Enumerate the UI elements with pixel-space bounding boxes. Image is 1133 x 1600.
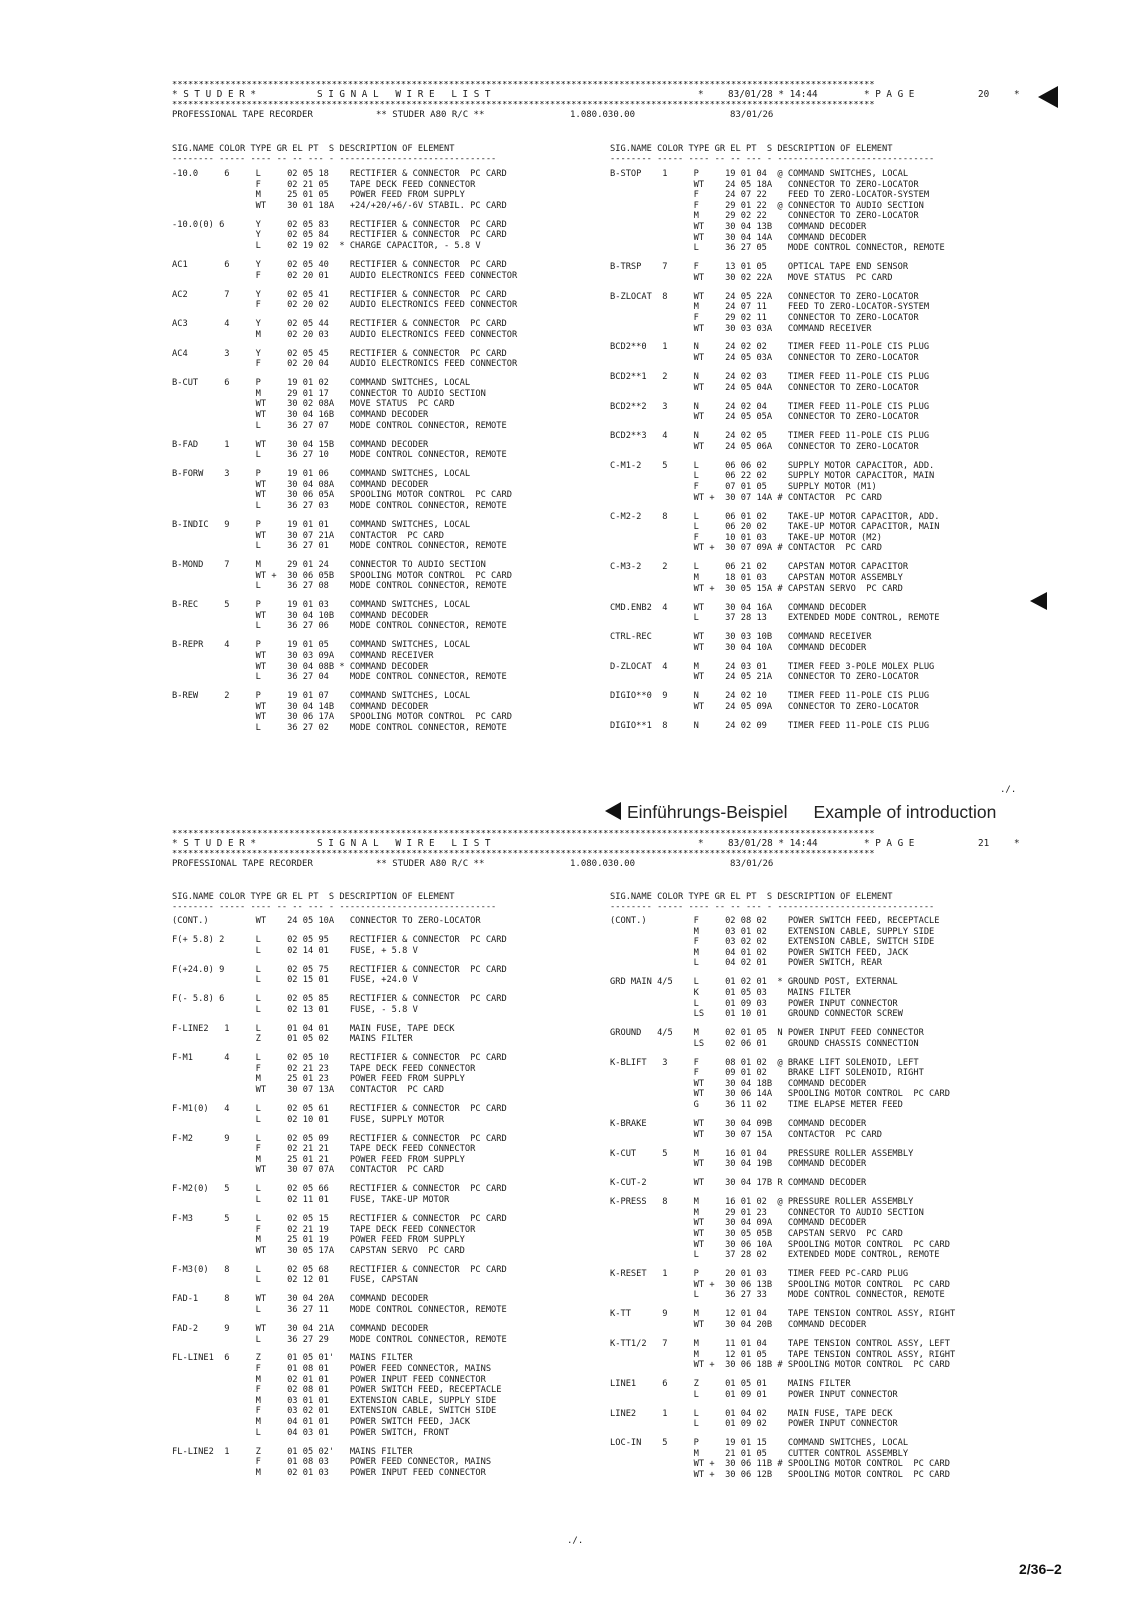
wire-row: F-M3(0) 8 L 02 05 68 RECTIFIER & CONNECTOR PC CARD	[172, 1264, 507, 1275]
wire-row: G 36 11 02 TIME ELAPSE METER FEED	[610, 1100, 903, 1111]
wire-row: M 04 01 02 POWER SWITCH FEED, JACK	[610, 947, 909, 958]
wire-row: AC1 6 Y 02 05 40 RECTIFIER & CONNECTOR PC CARD	[172, 259, 507, 270]
wire-row: BCD2**0 1 N 24 02 02 TIMER FEED 11-POLE CIS PLUG	[610, 342, 930, 353]
wire-list-right-column	[610, 169, 945, 731]
row-gap	[610, 712, 945, 720]
continued-marker: ./.	[1000, 785, 1017, 795]
wire-row: WT + 30 06 05B SPOOLING MOTOR CONTROL PC CARD	[172, 570, 512, 581]
caption-english: Example of introduction	[813, 802, 997, 822]
row-gap	[610, 653, 945, 661]
wire-row: WT + 30 06 18B # SPOOLING MOTOR CONTROL PC CARD	[610, 1360, 950, 1371]
wire-row: F(+24.0) 9 L 02 05 75 RECTIFIER & CONNECTOR PC CARD	[172, 964, 507, 975]
wire-row: L 36 27 03 MODE CONTROL CONNECTOR, REMOTE	[172, 500, 507, 511]
wire-row: WT 30 03 03A COMMAND RECEIVER	[610, 323, 872, 334]
row-gap	[610, 1430, 955, 1438]
wire-row: M 12 01 05 TAPE TENSION CONTROL ASSY, RIGHT	[610, 1349, 956, 1360]
wire-row: WT 30 02 08A MOVE STATUS PC CARD	[172, 399, 455, 410]
wire-row: L 36 27 07 MODE CONTROL CONNECTOR, REMOTE	[172, 420, 507, 431]
wire-row: M 29 01 17 CONNECTOR TO AUDIO SECTION	[172, 388, 486, 399]
wire-row: B-REW 2 P 19 01 07 COMMAND SWITCHES, LOCAL	[172, 691, 471, 702]
wire-row: K-TT 9 M 12 01 04 TAPE TENSION CONTROL ASSY, RIGHT	[610, 1309, 956, 1320]
row-gap	[610, 283, 945, 291]
row-gap	[172, 986, 507, 994]
wire-row: L 36 27 06 MODE CONTROL CONNECTOR, REMOTE	[172, 621, 507, 632]
wire-row: D-ZLOCAT 4 M 24 03 01 TIMER FEED 3-POLE MOLEX PLUG	[610, 661, 935, 672]
wire-row: F-LINE2 1 L 01 04 01 MAIN FUSE, TAPE DECK	[172, 1023, 455, 1034]
wire-row: L 36 27 29 MODE CONTROL CONNECTOR, REMOTE	[172, 1334, 507, 1345]
wire-row: LOC-IN 5 P 19 01 15 COMMAND SWITCHES, LOCAL	[610, 1438, 909, 1449]
wire-row: F 02 21 23 TAPE DECK FEED CONNECTOR	[172, 1063, 476, 1074]
wire-row: L 04 03 01 POWER SWITCH, FRONT	[172, 1427, 450, 1438]
banner-end-star: *	[1014, 838, 1020, 849]
column-header: SIG.NAME COLOR TYPE GR EL PT S DESCRIPTION OF ELEMENT	[172, 144, 455, 154]
sheet-page-20	[172, 81, 1052, 795]
wire-row: L 02 12 01 FUSE, CAPSTAN	[172, 1275, 418, 1286]
column-header-right	[610, 144, 934, 163]
row-gap	[610, 1371, 955, 1379]
star-border: ************************************************************************************************************************************	[172, 81, 875, 89]
sheet-page-21	[172, 830, 1052, 1546]
wire-row: BCD2**3 4 N 24 02 05 TIMER FEED 11-POLE CIS PLUG	[610, 431, 930, 442]
wire-row: M 03 01 01 EXTENSION CABLE, SUPPLY SIDE	[172, 1395, 497, 1406]
wire-row: LS 02 06 01 GROUND CHASSIS CONNECTION	[610, 1038, 919, 1049]
wire-row: F 01 08 03 POWER FEED CONNECTOR, MAINS	[172, 1457, 492, 1468]
wire-row: WT 24 05 21A CONNECTOR TO ZERO-LOCATOR	[610, 672, 919, 683]
banner-star: *	[698, 89, 704, 100]
wire-row: F-M2(0) 5 L 02 05 66 RECTIFIER & CONNECTOR PC CARD	[172, 1184, 507, 1195]
wire-row: F 09 01 02 BRAKE LIFT SOLENOID, RIGHT	[610, 1068, 924, 1079]
row-gap	[610, 423, 945, 431]
wire-row: L 36 27 04 MODE CONTROL CONNECTOR, REMOTE	[172, 672, 507, 683]
wire-row: B-FORW 3 P 19 01 06 COMMAND SWITCHES, LOCAL	[172, 469, 471, 480]
row-gap	[172, 927, 507, 935]
banner-end-star: *	[1014, 89, 1020, 100]
row-gap	[610, 254, 945, 262]
wire-row: AC2 7 Y 02 05 41 RECTIFIER & CONNECTOR PC CARD	[172, 289, 507, 300]
row-gap	[172, 683, 517, 691]
column-rule: -------- ----- ---- -- -- --- - ------------------------------	[172, 901, 497, 912]
wire-row: M 02 01 01 POWER INPUT FEED CONNECTOR	[172, 1374, 486, 1385]
wire-row: F 03 02 02 EXTENSION CABLE, SWITCH SIDE	[610, 937, 935, 948]
column-header: SIG.NAME COLOR TYPE GR EL PT S DESCRIPTION OF ELEMENT	[172, 892, 455, 902]
wire-row: FL-LINE2 1 Z 01 05 02' MAINS FILTER	[172, 1446, 413, 1457]
wire-list-right-column	[610, 916, 955, 1481]
wire-row: F 02 21 21 TAPE DECK FEED CONNECTOR	[172, 1144, 476, 1155]
column-header: SIG.NAME COLOR TYPE GR EL PT S DESCRIPTION OF ELEMENT	[610, 892, 893, 902]
wire-row: WT 24 05 05A CONNECTOR TO ZERO-LOCATOR	[610, 412, 919, 423]
banner-star: *	[698, 838, 704, 849]
row-gap	[172, 1045, 507, 1053]
wire-row: WT 24 05 09A CONNECTOR TO ZERO-LOCATOR	[610, 701, 919, 712]
wire-row: WT 30 04 08A COMMAND DECODER	[172, 479, 429, 490]
row-gap	[172, 281, 517, 289]
wire-row: L 37 28 13 EXTENDED MODE CONTROL, REMOTE	[610, 613, 940, 624]
pointer-arrow-icon	[1030, 592, 1047, 610]
wire-row: M 02 20 03 AUDIO ELECTRONICS FEED CONNECTOR	[172, 329, 518, 340]
star-border: ************************************************************************************************************************************	[172, 101, 875, 109]
row-gap	[610, 1400, 955, 1408]
star-border: ************************************************************************************************************************************	[172, 850, 875, 858]
row-gap	[610, 969, 955, 977]
wire-row: B-CUT 6 P 19 01 02 COMMAND SWITCHES, LOCAL	[172, 378, 471, 389]
wire-row: F 07 01 05 SUPPLY MOTOR (M1)	[610, 481, 877, 492]
row-gap	[172, 1125, 507, 1133]
row-gap	[610, 1111, 955, 1119]
row-gap	[610, 1020, 955, 1028]
wire-row: WT 30 04 18B COMMAND DECODER	[610, 1078, 867, 1089]
wire-row: -10.0(0) 6 Y 02 05 83 RECTIFIER & CONNECTOR PC CARD	[172, 219, 507, 230]
column-rule: -------- ----- ---- -- -- --- - ------------------------------	[610, 901, 935, 912]
subtitle-doc-number: 1.080.030.00	[570, 110, 636, 120]
wire-row: WT 30 07 07A CONTACTOR PC CARD	[172, 1165, 444, 1176]
wire-row: L 37 28 02 EXTENDED MODE CONTROL, REMOTE	[610, 1250, 940, 1261]
wire-row: WT 24 05 04A CONNECTOR TO ZERO-LOCATOR	[610, 382, 919, 393]
row-gap	[610, 452, 945, 460]
wire-row: WT 30 07 13A CONTACTOR PC CARD	[172, 1085, 444, 1096]
wire-row: WT + 30 06 11B # SPOOLING MOTOR CONTROL PC CARD	[610, 1459, 950, 1470]
column-rule: -------- ----- ---- -- -- --- - ------------------------------	[172, 153, 497, 164]
row-gap	[610, 1261, 955, 1269]
row-gap	[172, 552, 517, 560]
row-gap	[610, 364, 945, 372]
sheet-banner	[172, 89, 1052, 101]
wire-row: M 29 02 22 CONNECTOR TO ZERO-LOCATOR	[610, 211, 919, 222]
wire-row: WT 30 04 20B COMMAND DECODER	[610, 1319, 867, 1330]
wire-row: (CONT.) F 02 08 02 POWER SWITCH FEED, RECEPTACLE	[610, 916, 940, 926]
star-border: ************************************************************************************************************************************	[172, 830, 875, 838]
pointer-arrow-icon	[1038, 86, 1058, 108]
row-gap	[610, 1331, 955, 1339]
wire-row: B-ZLOCAT 8 WT 24 05 22A CONNECTOR TO ZERO-LOCATOR	[610, 291, 919, 302]
wire-row: BCD2**1 2 N 24 02 03 TIMER FEED 11-POLE CIS PLUG	[610, 372, 930, 383]
wire-row: F-M1(0) 4 L 02 05 61 RECTIFIER & CONNECTOR PC CARD	[172, 1104, 507, 1115]
column-header-left	[172, 144, 496, 163]
introduction-caption	[605, 802, 996, 823]
wire-row: F(- 5.8) 6 L 02 05 85 RECTIFIER & CONNECTOR PC CARD	[172, 994, 507, 1005]
wire-row: F 02 20 01 AUDIO ELECTRONICS FEED CONNECTOR	[172, 270, 518, 281]
row-gap	[172, 461, 517, 469]
wire-row: WT 30 04 09A COMMAND DECODER	[610, 1218, 867, 1229]
wire-row: B-FAD 1 WT 30 04 15B COMMAND DECODER	[172, 439, 429, 450]
row-gap	[172, 431, 517, 439]
wire-row: WT 30 04 13B COMMAND DECODER	[610, 221, 867, 232]
row-gap	[172, 1015, 507, 1023]
subtitle-model: ** STUDER A80 R/C **	[376, 859, 485, 869]
wire-row: C-M2-2 8 L 06 01 02 TAKE-UP MOTOR CAPACITOR, ADD.	[610, 511, 940, 522]
row-gap	[610, 1170, 955, 1178]
row-gap	[610, 554, 945, 562]
row-gap	[172, 211, 517, 219]
wire-row: WT 30 02 22A MOVE STATUS PC CARD	[610, 272, 893, 283]
wire-row: DIGIO**0 9 N 24 02 10 TIMER FEED 11-POLE CIS PLUG	[610, 691, 930, 702]
wire-row: LS 01 10 01 GROUND CONNECTOR SCREW	[610, 1009, 903, 1020]
wire-row: L 06 22 02 SUPPLY MOTOR CAPACITOR, MAIN	[610, 471, 935, 482]
wire-row: B-INDIC 9 P 19 01 01 COMMAND SWITCHES, LOCAL	[172, 519, 471, 530]
row-gap	[172, 1286, 507, 1294]
wire-row: BCD2**2 3 N 24 02 04 TIMER FEED 11-POLE CIS PLUG	[610, 401, 930, 412]
wire-row: M 25 01 23 POWER FEED FROM SUPPLY	[172, 1074, 465, 1085]
wire-row: F-M1 4 L 02 05 10 RECTIFIER & CONNECTOR PC CARD	[172, 1053, 507, 1064]
wire-row: WT + 30 07 14A # CONTACTOR PC CARD	[610, 492, 882, 503]
sheet-subtitle	[172, 858, 1052, 871]
wire-row: F 02 20 02 AUDIO ELECTRONICS FEED CONNECTOR	[172, 300, 518, 311]
banner-datetime: 83/01/28 * 14:44	[728, 838, 818, 849]
row-gap	[172, 956, 507, 964]
wire-row: K-CUT 5 M 16 01 04 PRESSURE ROLLER ASSEMBLY	[610, 1148, 914, 1159]
wire-row: WT + 30 07 09A # CONTACTOR PC CARD	[610, 543, 882, 554]
wire-row: WT 30 05 05B CAPSTAN SERVO PC CARD	[610, 1228, 903, 1239]
banner-page-number: 21	[978, 838, 990, 849]
wire-row: L 36 27 10 MODE CONTROL CONNECTOR, REMOTE	[172, 450, 507, 461]
wire-row: WT 24 05 06A CONNECTOR TO ZERO-LOCATOR	[610, 441, 919, 452]
wire-row: B-REPR 4 P 19 01 05 COMMAND SWITCHES, LOCAL	[172, 640, 471, 651]
wire-row: M 21 01 05 CUTTER CONTROL ASSEMBLY	[610, 1448, 909, 1459]
wire-row: F-M2 9 L 02 05 09 RECTIFIER & CONNECTOR PC CARD	[172, 1133, 507, 1144]
wire-row: L 36 27 01 MODE CONTROL CONNECTOR, REMOTE	[172, 541, 507, 552]
row-gap	[610, 1189, 955, 1197]
wire-row: F 02 20 04 AUDIO ELECTRONICS FEED CONNECTOR	[172, 359, 518, 370]
wire-row: GROUND 4/5 M 02 01 05 N POWER INPUT FEED CONNECTOR	[610, 1028, 924, 1039]
wire-row: GRD MAIN 4/5 L 01 02 01 * GROUND POST, EXTERNAL	[610, 977, 898, 988]
row-gap	[610, 334, 945, 342]
row-gap	[172, 1176, 507, 1184]
wire-row: B-MOND 7 M 29 01 24 CONNECTOR TO AUDIO SECTION	[172, 560, 486, 571]
wire-row: AC4 3 Y 02 05 45 RECTIFIER & CONNECTOR PC CARD	[172, 348, 507, 359]
wire-row: K-PRESS 8 M 16 01 02 @ PRESSURE ROLLER ASSEMBLY	[610, 1197, 914, 1208]
wire-row: F 01 08 01 POWER FEED CONNECTOR, MAINS	[172, 1364, 492, 1375]
column-rule: -------- ----- ---- -- -- --- - ------------------------------	[610, 153, 935, 164]
wire-row: FAD-1 8 WT 30 04 20A COMMAND DECODER	[172, 1294, 429, 1305]
wire-row: WT 30 07 21A CONTACTOR PC CARD	[172, 530, 444, 541]
wire-row: WT 30 03 09A COMMAND RECEIVER	[172, 651, 434, 662]
banner-page-label: * P A G E	[864, 838, 915, 849]
wire-row: WT 30 06 14A SPOOLING MOTOR CONTROL PC CARD	[610, 1089, 950, 1100]
subtitle-date: 83/01/26	[730, 859, 774, 869]
wire-row: C-M1-2 5 L 06 06 02 SUPPLY MOTOR CAPACITOR, ADD.	[610, 460, 935, 471]
wire-row: Z 01 05 02 MAINS FILTER	[172, 1034, 413, 1045]
wire-row: M 25 01 19 POWER FEED FROM SUPPLY	[172, 1235, 465, 1246]
wire-row: F(+ 5.8) 2 L 02 05 95 RECTIFIER & CONNECTOR PC CARD	[172, 934, 507, 945]
banner-studer: * S T U D E R *	[172, 838, 256, 849]
wire-row: WT 30 04 10A COMMAND DECODER	[610, 642, 867, 653]
column-header-right	[610, 892, 934, 911]
wire-row: LINE2 1 L 01 04 02 MAIN FUSE, TAPE DECK	[610, 1408, 893, 1419]
subtitle-product: PROFESSIONAL TAPE RECORDER	[172, 859, 313, 869]
wire-row: FL-LINE1 6 Z 01 05 01' MAINS FILTER	[172, 1353, 413, 1364]
wire-row: M 02 01 03 POWER INPUT FEED CONNECTOR	[172, 1467, 486, 1478]
wire-row: (CONT.) WT 24 05 10A CONNECTOR TO ZERO-LOCATOR	[172, 916, 481, 926]
wire-row: F 29 02 11 CONNECTOR TO ZERO-LOCATOR	[610, 312, 919, 323]
wire-row: FAD-2 9 WT 30 04 21A COMMAND DECODER	[172, 1323, 429, 1334]
wire-row: F-M3 5 L 02 05 15 RECTIFIER & CONNECTOR PC CARD	[172, 1213, 507, 1224]
row-gap	[172, 592, 517, 600]
row-gap	[610, 503, 945, 511]
wire-row: M 18 01 03 CAPSTAN MOTOR ASSEMBLY	[610, 572, 903, 583]
wire-row: L 02 11 01 FUSE, TAKE-UP MOTOR	[172, 1195, 450, 1205]
wire-row: F 10 01 03 TAKE-UP MOTOR (M2)	[610, 532, 882, 543]
row-gap	[172, 1345, 507, 1353]
wire-row: L 02 14 01 FUSE, + 5.8 V	[172, 945, 418, 956]
wire-row: F 02 08 01 POWER SWITCH FEED, RECEPTACLE	[172, 1385, 502, 1396]
wire-row: L 01 09 03 POWER INPUT CONNECTOR	[610, 998, 898, 1009]
caption-arrow-icon	[605, 802, 621, 820]
row-gap	[172, 1256, 507, 1264]
wire-row: WT 30 04 14A COMMAND DECODER	[610, 232, 867, 243]
wire-row: M 24 07 11 FEED TO ZERO-LOCATOR-SYSTEM	[610, 302, 930, 313]
row-gap	[172, 1206, 507, 1214]
wire-row: WT 30 05 17A CAPSTAN SERVO PC CARD	[172, 1245, 465, 1256]
row-gap	[172, 311, 517, 319]
row-gap	[610, 594, 945, 602]
wire-row: WT 30 04 19B COMMAND DECODER	[610, 1159, 867, 1170]
wire-row: K-CUT-2 WT 30 04 17B R COMMAND DECODER	[610, 1178, 867, 1189]
row-gap	[610, 1140, 955, 1148]
row-gap	[610, 393, 945, 401]
subtitle-model: ** STUDER A80 R/C **	[376, 110, 485, 120]
wire-row: WT 30 01 18A +24/+20/+6/-6V STABIL. PC CARD	[172, 200, 507, 211]
wire-row: K-TT1/2 7 M 11 01 04 TAPE TENSION CONTROL ASSY, LEFT	[610, 1338, 950, 1349]
wire-row: Y 02 05 84 RECTIFIER & CONNECTOR PC CARD	[172, 230, 507, 241]
wire-row: K-RESET 1 P 20 01 03 TIMER FEED PC-CARD PLUG	[610, 1269, 909, 1280]
wire-row: WT 30 04 10B COMMAND DECODER	[172, 610, 429, 621]
banner-page-number: 20	[978, 89, 990, 100]
wire-row: L 36 27 02 MODE CONTROL CONNECTOR, REMOTE	[172, 723, 507, 734]
wire-row: WT + 30 06 13B SPOOLING MOTOR CONTROL PC CARD	[610, 1279, 950, 1290]
banner-list-title: S I G N A L W I R E L I S T	[317, 838, 491, 849]
row-gap	[610, 1049, 955, 1057]
wire-row: L 04 02 01 POWER SWITCH, REAR	[610, 958, 882, 969]
wire-row: F 02 21 05 TAPE DECK FEED CONNECTOR	[172, 179, 476, 190]
wire-row: B-TRSP 7 F 13 01 05 OPTICAL TAPE END SENSOR	[610, 262, 909, 273]
wire-row: L 01 09 01 POWER INPUT CONNECTOR	[610, 1389, 898, 1400]
subtitle-date: 83/01/26	[730, 110, 774, 120]
wire-row: DIGIO**1 8 N 24 02 09 TIMER FEED 11-POLE CIS PLUG	[610, 720, 930, 731]
wire-row: M 04 01 01 POWER SWITCH FEED, JACK	[172, 1417, 471, 1428]
row-gap	[172, 340, 517, 348]
wire-row: WT 30 06 10A SPOOLING MOTOR CONTROL PC CARD	[610, 1239, 950, 1250]
wire-row: K-BRAKE WT 30 04 09B COMMAND DECODER	[610, 1119, 867, 1130]
wire-row: L 36 27 08 MODE CONTROL CONNECTOR, REMOTE	[172, 581, 507, 592]
sheet-subtitle	[172, 109, 1052, 122]
page-code: 2/36–2	[1019, 1561, 1062, 1577]
wire-row: L 01 09 02 POWER INPUT CONNECTOR	[610, 1419, 898, 1430]
continued-marker: ./.	[567, 1536, 584, 1546]
wire-row: L 02 19 02 * CHARGE CAPACITOR, - 5.8 V	[172, 240, 481, 251]
wire-row: M 03 01 02 EXTENSION CABLE, SUPPLY SIDE	[610, 926, 935, 937]
wire-row: L 36 27 05 MODE CONTROL CONNECTOR, REMOTE	[610, 243, 945, 254]
wire-list-left-column	[172, 916, 507, 1478]
row-gap	[172, 512, 517, 520]
caption-german: Einführungs-Beispiel	[627, 802, 788, 822]
wire-row: L 06 20 02 TAKE-UP MOTOR CAPACITOR, MAIN	[610, 522, 940, 533]
wire-row: B-REC 5 P 19 01 03 COMMAND SWITCHES, LOCAL	[172, 600, 471, 611]
wire-row: F 24 07 22 FEED TO ZERO-LOCATOR-SYSTEM	[610, 190, 930, 201]
wire-row: WT 30 04 08B * COMMAND DECODER	[172, 661, 429, 672]
row-gap	[172, 1438, 507, 1446]
banner-page-label: * P A G E	[864, 89, 915, 100]
wire-row: L 02 10 01 FUSE, SUPPLY MOTOR	[172, 1114, 444, 1125]
wire-row: WT 30 06 05A SPOOLING MOTOR CONTROL PC CARD	[172, 490, 512, 501]
row-gap	[610, 1301, 955, 1309]
wire-row: F 03 02 01 EXTENSION CABLE, SWITCH SIDE	[172, 1406, 497, 1417]
banner-list-title: S I G N A L W I R E L I S T	[317, 89, 491, 100]
row-gap	[172, 1096, 507, 1104]
wire-row: WT 30 04 16B COMMAND DECODER	[172, 410, 429, 421]
wire-row: WT 30 04 14B COMMAND DECODER	[172, 701, 429, 712]
subtitle-product: PROFESSIONAL TAPE RECORDER	[172, 110, 313, 120]
wire-row: L 36 27 11 MODE CONTROL CONNECTOR, REMOTE	[172, 1304, 507, 1315]
wire-row: LINE1 6 Z 01 05 01 MAINS FILTER	[610, 1379, 851, 1390]
row-gap	[172, 632, 517, 640]
wire-row: M 25 01 05 POWER FEED FROM SUPPLY	[172, 190, 465, 201]
banner-datetime: 83/01/28 * 14:44	[728, 89, 818, 100]
row-gap	[172, 370, 517, 378]
wire-row: CMD.ENB2 4 WT 30 04 16A COMMAND DECODER	[610, 602, 867, 613]
column-header: SIG.NAME COLOR TYPE GR EL PT S DESCRIPTION OF ELEMENT	[610, 144, 893, 154]
wire-row: WT 24 05 03A CONNECTOR TO ZERO-LOCATOR	[610, 353, 919, 364]
wire-row: WT + 30 06 12B SPOOLING MOTOR CONTROL PC CARD	[610, 1470, 950, 1481]
row-gap	[172, 252, 517, 260]
wire-row: F 02 21 19 TAPE DECK FEED CONNECTOR	[172, 1224, 476, 1235]
wire-row: M 29 01 23 CONNECTOR TO AUDIO SECTION	[610, 1207, 924, 1218]
sheet-banner	[172, 838, 1052, 850]
wire-row: L 02 13 01 FUSE, - 5.8 V	[172, 1004, 418, 1015]
banner-studer: * S T U D E R *	[172, 89, 256, 100]
wire-row: C-M3-2 2 L 06 21 02 CAPSTAN MOTOR CAPACITOR	[610, 562, 909, 573]
column-header-left	[172, 892, 496, 911]
wire-row: K 01 05 03 MAINS FILTER	[610, 987, 851, 998]
subtitle-doc-number: 1.080.030.00	[570, 859, 636, 869]
wire-row: AC3 4 Y 02 05 44 RECTIFIER & CONNECTOR PC CARD	[172, 319, 507, 330]
wire-row: WT 24 05 18A CONNECTOR TO ZERO-LOCATOR	[610, 179, 919, 190]
wire-row: K-BLIFT 3 F 08 01 02 @ BRAKE LIFT SOLENOID, LEFT	[610, 1057, 919, 1068]
wire-row: L 36 27 33 MODE CONTROL CONNECTOR, REMOTE	[610, 1290, 945, 1301]
wire-row: WT 30 07 15A CONTACTOR PC CARD	[610, 1129, 882, 1140]
wire-row: WT 30 06 17A SPOOLING MOTOR CONTROL PC CARD	[172, 712, 512, 723]
wire-row: F 29 01 22 @ CONNECTOR TO AUDIO SECTION	[610, 200, 924, 211]
row-gap	[610, 624, 945, 632]
wire-row: CTRL-REC WT 30 03 10B COMMAND RECEIVER	[610, 632, 872, 643]
wire-row: B-STOP 1 P 19 01 04 @ COMMAND SWITCHES, LOCAL	[610, 169, 909, 179]
wire-row: L 02 15 01 FUSE, +24.0 V	[172, 975, 418, 986]
wire-row: WT + 30 05 15A # CAPSTAN SERVO PC CARD	[610, 583, 903, 594]
row-gap	[610, 683, 945, 691]
row-gap	[172, 1316, 507, 1324]
wire-row: -10.0 6 L 02 05 18 RECTIFIER & CONNECTOR PC CARD	[172, 169, 507, 179]
wire-list-left-column	[172, 169, 517, 734]
wire-row: M 25 01 21 POWER FEED FROM SUPPLY	[172, 1154, 465, 1165]
